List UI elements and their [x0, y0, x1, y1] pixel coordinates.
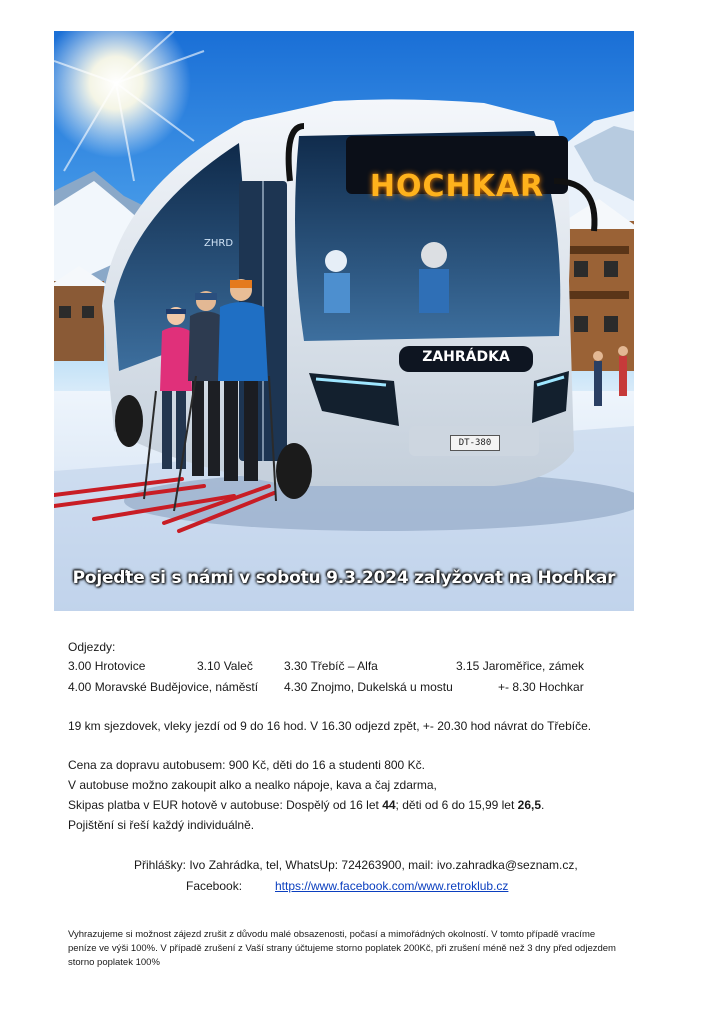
facebook-link[interactable]: https://www.facebook.com/www.retroklub.cz — [275, 879, 509, 893]
bus-brand-label: ZAHRÁDKA — [422, 349, 510, 365]
departure-znojmo: 4.30 Znojmo, Dukelská u mostu — [284, 680, 453, 694]
skipass-info — [68, 797, 544, 813]
sun-icon — [54, 31, 204, 181]
skipass-child-text: ; děti od 6 do 15,99 let — [395, 798, 518, 812]
departure-moravske-budejovice: 4.00 Moravské Budějovice, náměstí — [68, 680, 259, 694]
registration-contact: Přihlášky: Ivo Zahrádka, tel, WhatsUp: 724263900, mail: ivo.zahradka@seznam.cz, — [134, 858, 578, 872]
disclaimer-line-2: peníze ve výši 100%. V případě zrušení z Vaší strany účtujeme storno poplatek 200Kč, při zrušení méně než 3 dny před odjezdem — [68, 943, 616, 954]
license-plate: DT-380 — [450, 435, 500, 451]
arrival-hochkar: +- 8.30 Hochkar — [498, 680, 584, 694]
departures-heading: Odjezdy: — [68, 640, 116, 654]
departure-trebic: 3.30 Třebíč – Alfa — [284, 659, 378, 673]
price-transport: Cena za dopravu autobusem: 900 Kč, děti do 16 a studenti 800 Kč. — [68, 758, 425, 772]
skipass-adult-price: 44 — [382, 798, 396, 812]
disclaimer-line-3: storno poplatek 100% — [68, 957, 160, 968]
bus-illustration — [102, 99, 595, 499]
departure-valec: 3.10 Valeč — [197, 659, 253, 673]
skipass-child-price: 26,5 — [517, 798, 541, 812]
poster-image — [54, 31, 634, 611]
svg-text:ZHRD: ZHRD — [204, 238, 234, 249]
ski-info-line: 19 km sjezdovek, vleky jezdí od 9 do 16 hod. V 16.30 odjezd zpět, +- 20.30 hod návrat do Třebíče. — [68, 719, 592, 733]
poster-caption: Pojeďte si s námi v sobotu 9.3.2024 zalyžovat na Hochkar — [72, 568, 616, 588]
poster-illustration — [54, 31, 634, 611]
facebook-label: Facebook: — [186, 879, 243, 893]
departure-jaromerice: 3.15 Jaroměřice, zámek — [456, 659, 585, 673]
skipass-period: . — [541, 798, 545, 812]
drinks-info: V autobuse možno zakoupit alko a nealko nápoje, kava a čaj zdarma, — [68, 778, 437, 792]
disclaimer-line-1: Vyhrazujeme si možnost zájezd zrušit z důvodu malé obsazenosti, počasí a mimořádných okolností. V tomto případě vracíme — [68, 929, 596, 940]
departure-hrotovice: 3.00 Hrotovice — [68, 659, 146, 673]
bus-destination-sign: HOCHKAR — [369, 169, 545, 204]
insurance-info: Pojištění si řeší každý individuálně. — [68, 818, 255, 832]
skipass-adult-text: Skipas platba v EUR hotově v autobuse: Dospělý od 16 let — [68, 798, 383, 812]
